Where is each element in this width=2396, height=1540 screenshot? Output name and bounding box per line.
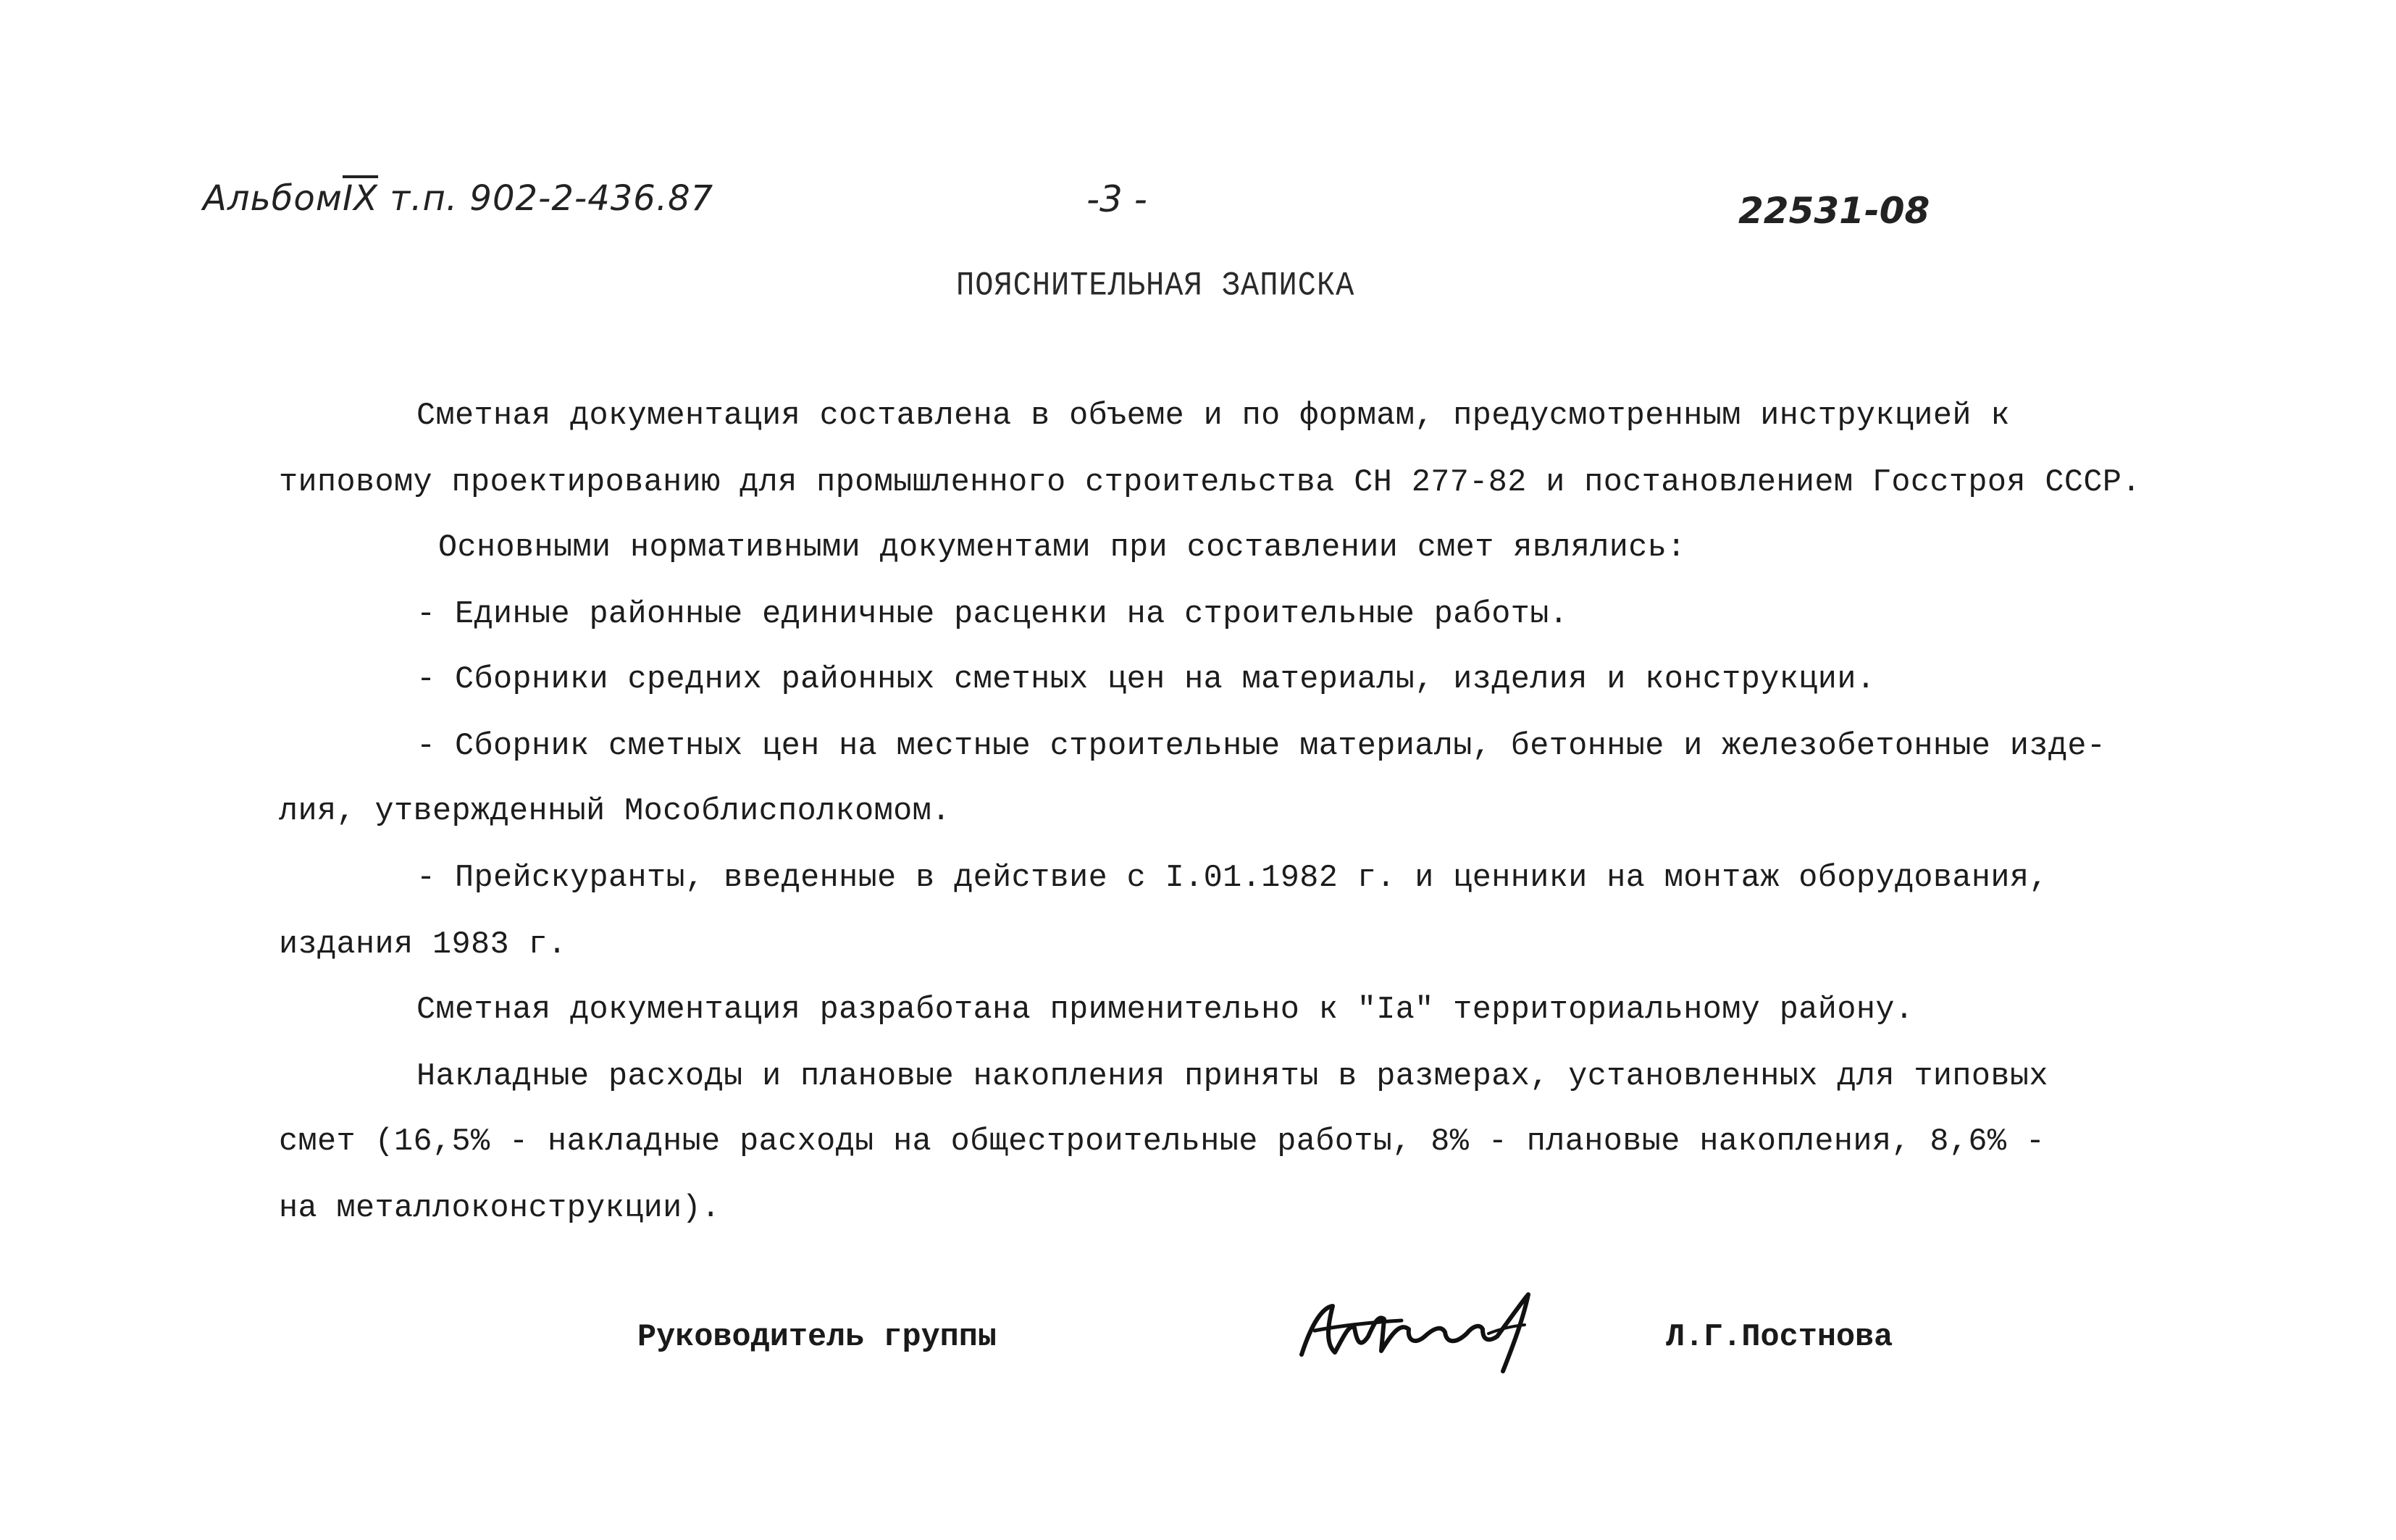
signatory-name: Л.Г.Постнова (1666, 1320, 1893, 1355)
body-line-7: лия, утвержденный Мособлисполкомом. (279, 794, 951, 829)
signatory-role: Руководитель группы (637, 1320, 997, 1355)
page-title: ПОЯСНИТЕЛЬНАЯ ЗАПИСКА (956, 267, 1355, 305)
album-word: Альбом (203, 178, 343, 219)
body-line-9: издания 1983 г. (279, 927, 567, 963)
body-line-2: типовому проектированию для промышленного строительства СН 277-82 и постановлением Госстроя СССР. (279, 465, 2141, 501)
page-number: -3 - (1086, 178, 1147, 220)
body-line-8: - Прейскуранты, введенные в действие с I.01.1982 г. и ценники на монтаж оборудования, (416, 861, 2048, 896)
body-line-3: Основными нормативными документами при составлении смет являлись: (438, 530, 1686, 566)
body-line-11: Накладные расходы и плановые накопления приняты в размерах, установленных для типовых (416, 1059, 2048, 1095)
body-line-12: смет (16,5% - накладные расходы на общестроительные работы, 8% - плановые накопления, 8,6% - (279, 1124, 2045, 1160)
project-number: т.п. 902-2-436.87 (390, 178, 714, 219)
album-number: $\overline{IX}$ (342, 178, 379, 219)
album-reference (203, 178, 713, 219)
body-line-13: на металлоконструкции). (279, 1191, 721, 1226)
body-line-6: - Сборник сметных цен на местные строительные материалы, бетонные и железобетонные изде- (416, 729, 2106, 764)
body-line-1: Сметная документация составлена в объеме и по формам, предусмотренным инструкцией к (416, 398, 2010, 434)
body-line-5: - Сборники средних районных сметных цен на материалы, изделия и конструкции. (416, 662, 1876, 698)
body-line-4: - Единые районные единичные расценки на строительные работы. (416, 597, 1569, 632)
document-code: 22531-08 (1738, 190, 1930, 232)
body-line-10: Сметная документация разработана применительно к "Iа" территориальному району. (416, 992, 1914, 1028)
handwritten-signature (1293, 1286, 1543, 1380)
